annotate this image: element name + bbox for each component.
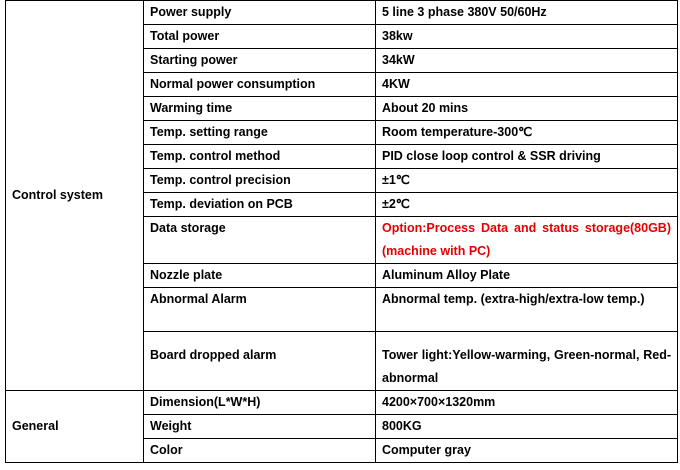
spec-name: Normal power consumption <box>144 73 376 97</box>
spec-name: Power supply <box>144 1 376 25</box>
spec-value: 38kw <box>376 25 678 49</box>
spec-value-highlight: Option:Process Data and status storage(80GB)(machine with PC) <box>376 217 678 264</box>
spec-value: 800KG <box>376 415 678 439</box>
spec-value: ±2℃ <box>376 193 678 217</box>
spec-name: Nozzle plate <box>144 264 376 288</box>
spec-name: Data storage <box>144 217 376 264</box>
spec-name: Warming time <box>144 97 376 121</box>
spec-name: Dimension(L*W*H) <box>144 391 376 415</box>
spec-value: PID close loop control & SSR driving <box>376 145 678 169</box>
spec-name: Temp. setting range <box>144 121 376 145</box>
spec-value: ±1℃ <box>376 169 678 193</box>
spec-table <box>5 0 678 463</box>
table-row <box>6 1 678 25</box>
spec-value: 34kW <box>376 49 678 73</box>
spec-value: 4KW <box>376 73 678 97</box>
spec-name: Board dropped alarm <box>144 332 376 391</box>
table-row <box>6 391 678 415</box>
spec-value: 5 line 3 phase 380V 50/60Hz <box>376 1 678 25</box>
spec-value: About 20 mins <box>376 97 678 121</box>
spec-name: Temp. control precision <box>144 169 376 193</box>
spec-name: Temp. deviation on PCB <box>144 193 376 217</box>
spec-value: Room temperature-300℃ <box>376 121 678 145</box>
spec-value: Aluminum Alloy Plate <box>376 264 678 288</box>
category-cell: Control system <box>6 1 144 391</box>
spec-name: Color <box>144 439 376 463</box>
category-cell: General <box>6 391 144 463</box>
spec-name: Temp. control method <box>144 145 376 169</box>
spec-value: 4200×700×1320mm <box>376 391 678 415</box>
spec-value: Computer gray <box>376 439 678 463</box>
spec-value: Abnormal temp. (extra-high/extra-low temp.) <box>376 288 678 332</box>
spec-name: Total power <box>144 25 376 49</box>
spec-value: Tower light:Yellow-warming, Green-normal, Red-abnormal <box>376 332 678 391</box>
spec-name: Abnormal Alarm <box>144 288 376 332</box>
spec-name: Starting power <box>144 49 376 73</box>
spec-name: Weight <box>144 415 376 439</box>
